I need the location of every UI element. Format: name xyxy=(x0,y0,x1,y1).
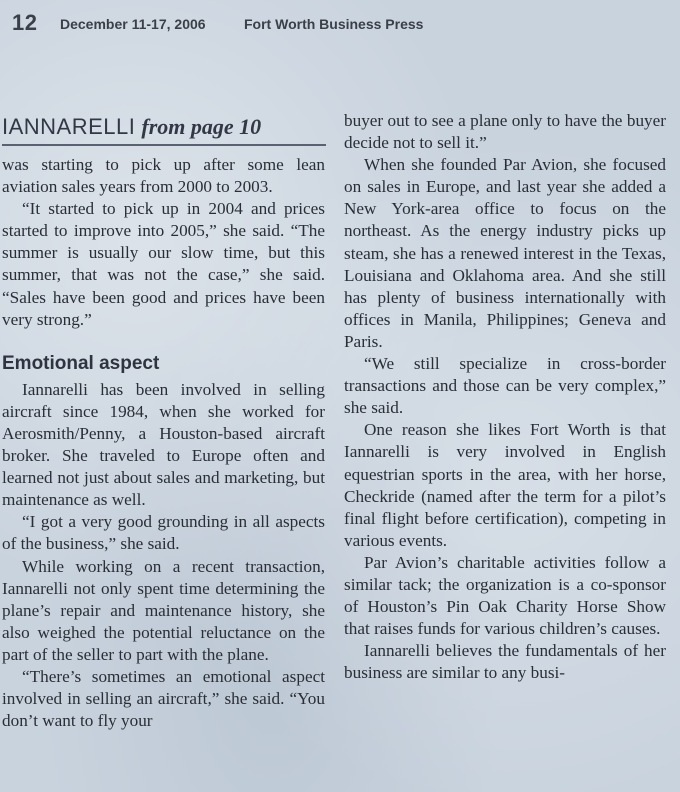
jump-subject: IANNARELLI xyxy=(2,114,136,139)
section-subhead: Emotional aspect xyxy=(2,352,160,374)
page-number: 12 xyxy=(12,10,38,35)
article-column-right xyxy=(344,110,666,684)
jump-from-page: from page 10 xyxy=(141,114,262,139)
article-column-left xyxy=(2,154,325,732)
paragraph: was starting to pick up after some lean aviation sales years from 2000 to 2003. xyxy=(2,155,325,197)
paragraph: While working on a recent transaction, Iannarelli not only spent time determining the plane’s repair and maintenance history, she also weighed the potential reluctance on the part of the seller to part with the plane. xyxy=(2,556,325,664)
page-header xyxy=(12,10,672,40)
paragraph: Iannarelli believes the fundamentals of her business are similar to any busi- xyxy=(344,641,666,683)
paragraph: “I got a very good grounding in all aspects of the business,” she said. xyxy=(2,512,325,554)
paragraph: One reason she likes Fort Worth is that Iannarelli is very involved in English equestrian sports in the area, with her horse, Checkride (named after the term for a pilot’s final flight before certification), competing in various events. xyxy=(344,420,666,550)
paragraph: buyer out to see a plane only to have the buyer decide not to sell it.” xyxy=(344,111,666,153)
paragraph: “There’s sometimes an emotional aspect involved in selling an aircraft,” she said. “You don’t want to fly your xyxy=(2,666,325,731)
publication-name: Fort Worth Business Press xyxy=(244,16,424,32)
paragraph: Par Avion’s charitable activities follow a similar tack; the organization is a co-sponsor of Houston’s Pin Oak Charity Horse Show that raises funds for various children’s causes. xyxy=(344,552,666,639)
paragraph: Iannarelli has been involved in selling aircraft since 1984, when she worked for Aerosmith/Penny, a Houston-based aircraft broker. She traveled to Europe often and learned not just about sales and marketing, but maintenance as well. xyxy=(2,379,325,510)
jump-headline xyxy=(2,114,326,146)
issue-date: December 11-17, 2006 xyxy=(60,16,206,32)
paragraph: “It started to pick up in 2004 and prices started to improve into 2005,” she said. “The summer is usually our slow time, but this summer, that was not the case,” she said. “Sales have been good and prices have been very strong.” xyxy=(2,199,325,329)
paragraph: “We still specialize in cross-border transactions and those can be very complex,” she said. xyxy=(344,354,666,418)
paragraph: When she founded Par Avion, she focused on sales in Europe, and last year she added a New York-area office to focus on the northeast. As the energy industry picks up steam, she has a renewed interest in the Texas, Louisiana and Oklahoma area. And she still has plenty of business internationally with offices in Manila, Philippines; Geneva and Paris. xyxy=(344,155,666,351)
